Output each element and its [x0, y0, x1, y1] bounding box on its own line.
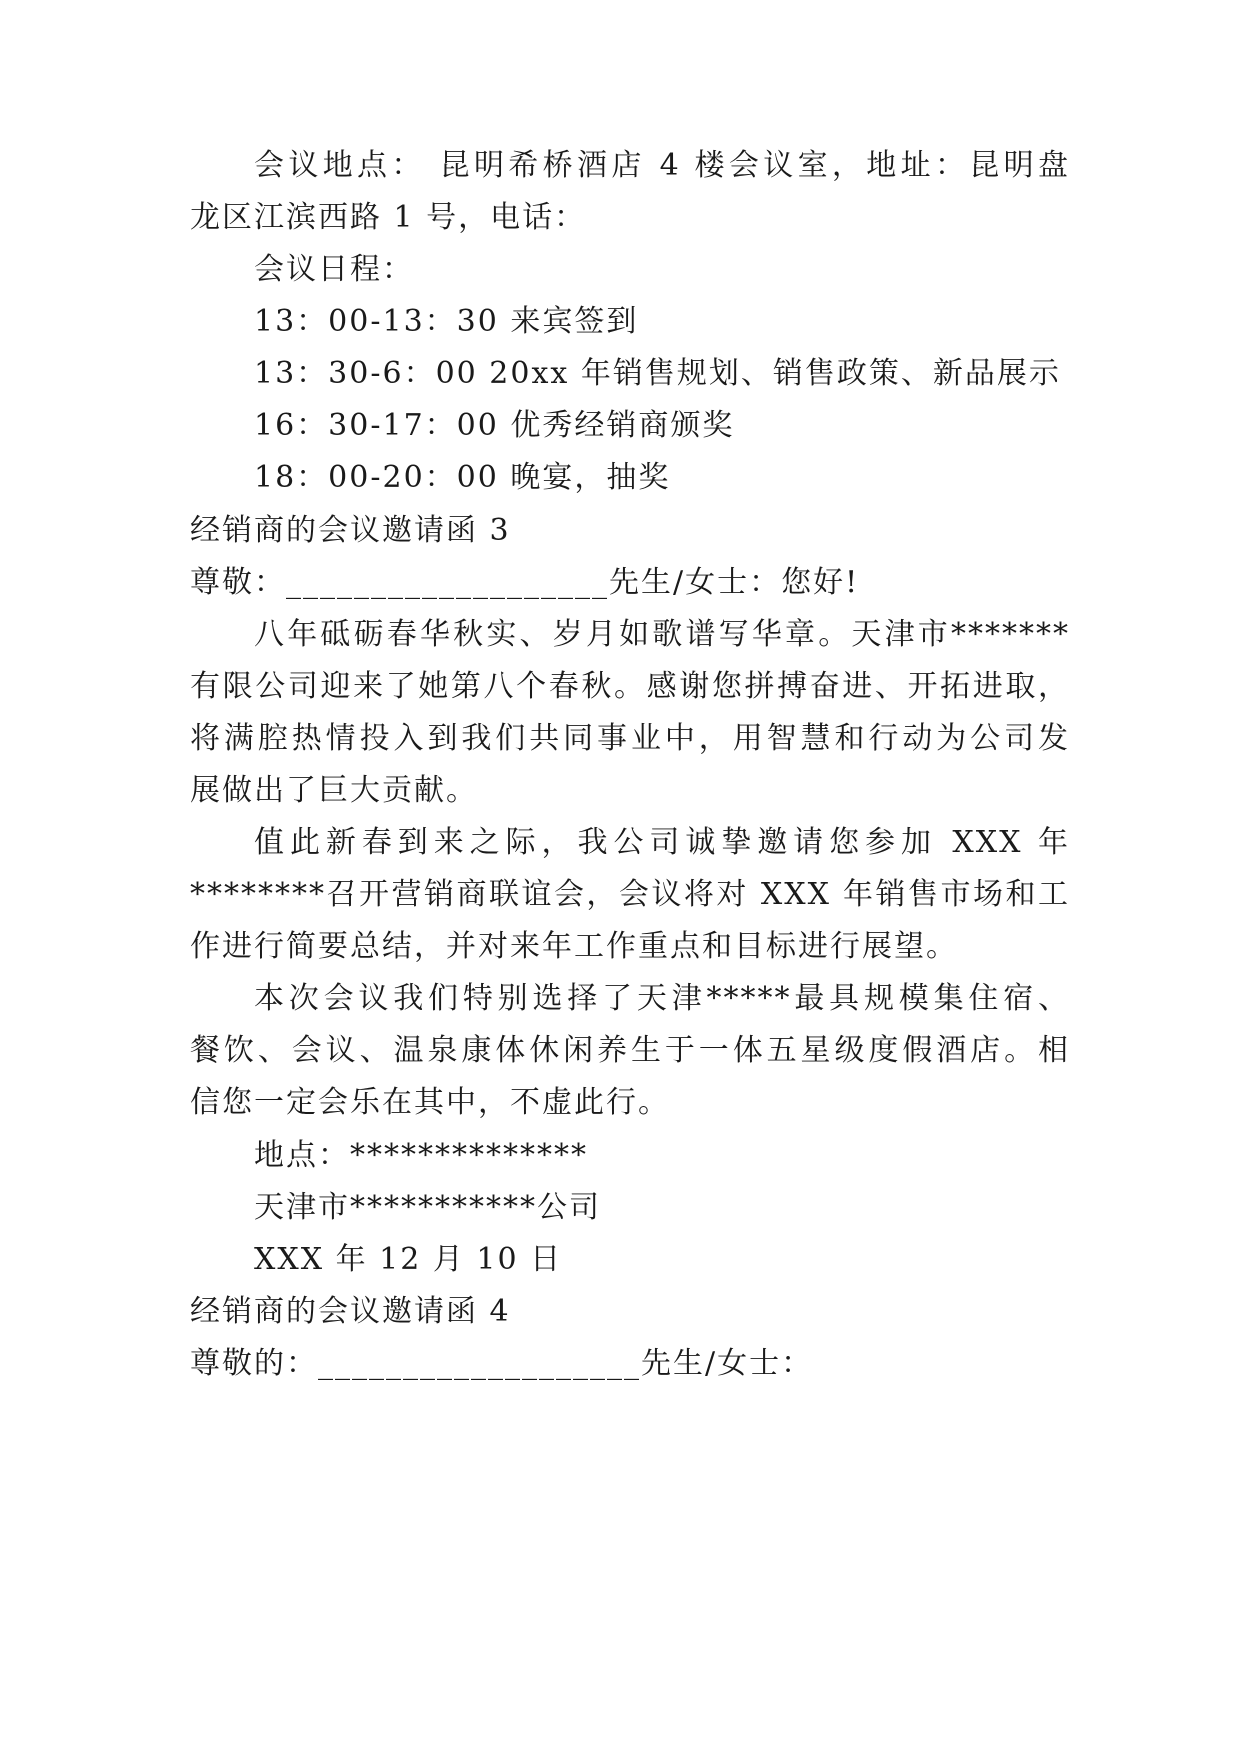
schedule-item: 13：00-13：30 来宾签到 [254, 304, 639, 339]
body-paragraph-line: 八年砥砺春华秋实、岁月如歌谱写华章。天津市******* [254, 617, 1070, 652]
schedule-item: 13：30-6：00 20xx 年销售规划、销售政策、新品展示 [254, 356, 1061, 391]
schedule-item: 16：30-17：00 优秀经销商颁奖 [254, 408, 735, 443]
body-paragraph-line: 信您一定会乐在其中，不虚此行。 [190, 1085, 670, 1120]
schedule-item: 18：00-20：00 晚宴，抽奖 [254, 460, 671, 495]
body-paragraph-line: 展做出了巨大贡献。 [190, 773, 478, 808]
signature-date: XXX 年 12 月 10 日 [254, 1242, 563, 1277]
salutation-line: 尊敬：___________________先生/女士：您好! [190, 565, 860, 600]
body-paragraph-line: 值此新春到来之际，我公司诚挚邀请您参加 XXX 年 [254, 825, 1070, 860]
salutation-line: 尊敬的：___________________先生/女士： [190, 1346, 814, 1381]
signature-company: 天津市***********公司 [254, 1190, 601, 1225]
venue-line: 地点：************** [254, 1138, 588, 1173]
body-paragraph-line: 将满腔热情投入到我们共同事业中，用智慧和行动为公司发 [190, 721, 1070, 756]
body-paragraph-line: 有限公司迎来了她第八个春秋。感谢您拼搏奋进、开拓进取， [190, 669, 1070, 704]
body-paragraph-line: 餐饮、会议、温泉康体休闲养生于一体五星级度假酒店。相 [190, 1033, 1070, 1068]
meeting-schedule-heading: 会议日程： [254, 252, 414, 287]
section-title: 经销商的会议邀请函 3 [190, 513, 511, 548]
body-paragraph-line: ********召开营销商联谊会，会议将对 XXX 年销售市场和工 [190, 877, 1070, 912]
meeting-location-line: 会议地点： 昆明希桥酒店 4 楼会议室，地址：昆明盘 [254, 148, 1070, 183]
meeting-address-line: 龙区江滨西路 1 号，电话： [190, 200, 587, 235]
body-paragraph-line: 本次会议我们特别选择了天津*****最具规模集住宿、 [254, 981, 1070, 1016]
section-title: 经销商的会议邀请函 4 [190, 1294, 511, 1329]
body-paragraph-line: 作进行简要总结，并对来年工作重点和目标进行展望。 [190, 929, 958, 964]
